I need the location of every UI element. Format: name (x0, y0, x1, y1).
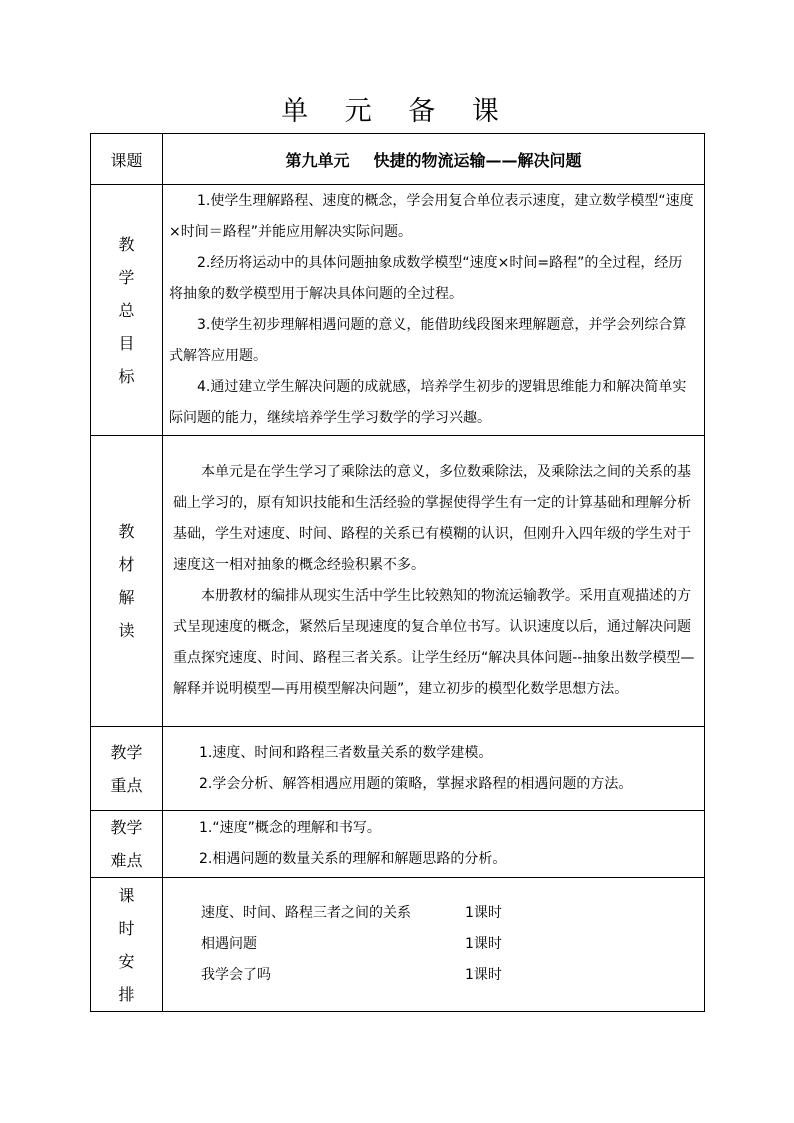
key-point-item: 2.学会分析、解答相遇应用题的策略，掌握求路程的相遇问题的方法。 (199, 775, 633, 792)
lesson-plan-table (90, 133, 705, 1012)
schedule-item (163, 898, 704, 929)
material-paragraph: 本册教材的编排从现实生活中学生比较熟知的物流运输教学。采用直观描述的方式呈现速度的概念，紧然后呈现速度的复合单位书写。认识速度以后，通过解决问题重点探究速度、时间、路程三者关系。让学生经历“解决具体问题--抽象出数学模型—解释并说明模型—再用模型解决问题”，建立初步的模型化数学思想方法。 (173, 588, 695, 697)
goals-content (163, 185, 705, 436)
material-row (91, 436, 705, 727)
schedule-item-name: 我学会了吗 (201, 967, 271, 983)
topic-value (163, 134, 705, 185)
material-content (163, 436, 705, 727)
difficulties-row (91, 811, 705, 878)
goals-row (91, 185, 705, 436)
key-points-row (91, 727, 705, 811)
goal-item: 2.经历将运动中的具体问题抽象成数学模型“速度×时间=路程”的全过程，经历将抽象的数学模型用于解决具体问题的全过程。 (169, 255, 683, 302)
topic-label: 课题 (91, 134, 163, 185)
schedule-item (163, 929, 704, 960)
goal-item: 4.通过建立学生解决问题的成就感，培养学生初步的逻辑思维能力和解决简单实际问题的能力，继续培养学生学习数学的学习兴趣。 (169, 379, 687, 426)
schedule-item-hours: 1课时 (465, 936, 502, 952)
schedule-row (91, 878, 705, 1012)
schedule-content (163, 878, 705, 1012)
goal-item: 3.使学生初步理解相遇问题的意义，能借助线段图来理解题意，并学会列综合算式解答应用题。 (169, 317, 687, 364)
topic-row (91, 134, 705, 185)
key-points-content (163, 727, 705, 811)
goals-label: 教 学 总 目 标 (91, 185, 163, 436)
schedule-item-hours: 1课时 (465, 967, 502, 983)
schedule-item-name: 相遇问题 (201, 936, 257, 952)
key-point-item: 1.速度、时间和路程三者数量关系的数学建模。 (199, 744, 493, 761)
schedule-label: 课 时 安 排 (91, 878, 163, 1012)
material-paragraph: 本单元是在学生学习了乘除法的意义，多位数乘除法，及乘除法之间的关系的基础上学习的，原有知识技能和生活经验的掌握使得学生有一定的计算基础和理解分析基础，学生对速度、时间、路程的关系已有模糊的认识，但刚升入四年级的学生对于速度这一相对抽象的概念经验积累不多。 (173, 464, 691, 573)
schedule-item-hours: 1课时 (465, 905, 502, 921)
schedule-item (163, 960, 704, 991)
material-label: 教 材 解 读 (91, 436, 163, 727)
page-title: 单 元 备 课 (281, 96, 513, 127)
difficulties-content (163, 811, 705, 878)
unit-name: 快捷的物流运输——解决问题 (373, 150, 582, 170)
goal-item: 1.使学生理解路程、速度的概念，学会用复合单位表示速度，建立数学模型“速度×时间＝路程”并能应用解决实际问题。 (169, 193, 694, 240)
unit-number: 第九单元 (285, 150, 350, 170)
key-points-label: 教学 重点 (91, 727, 163, 811)
difficulty-item: 2.相遇问题的数量关系的理解和解题思路的分析。 (199, 851, 507, 867)
difficulty-item: 1.“速度”概念的理解和书写。 (199, 820, 381, 836)
schedule-item-name: 速度、时间、路程三者之间的关系 (201, 905, 411, 921)
difficulties-label: 教学 难点 (91, 811, 163, 878)
